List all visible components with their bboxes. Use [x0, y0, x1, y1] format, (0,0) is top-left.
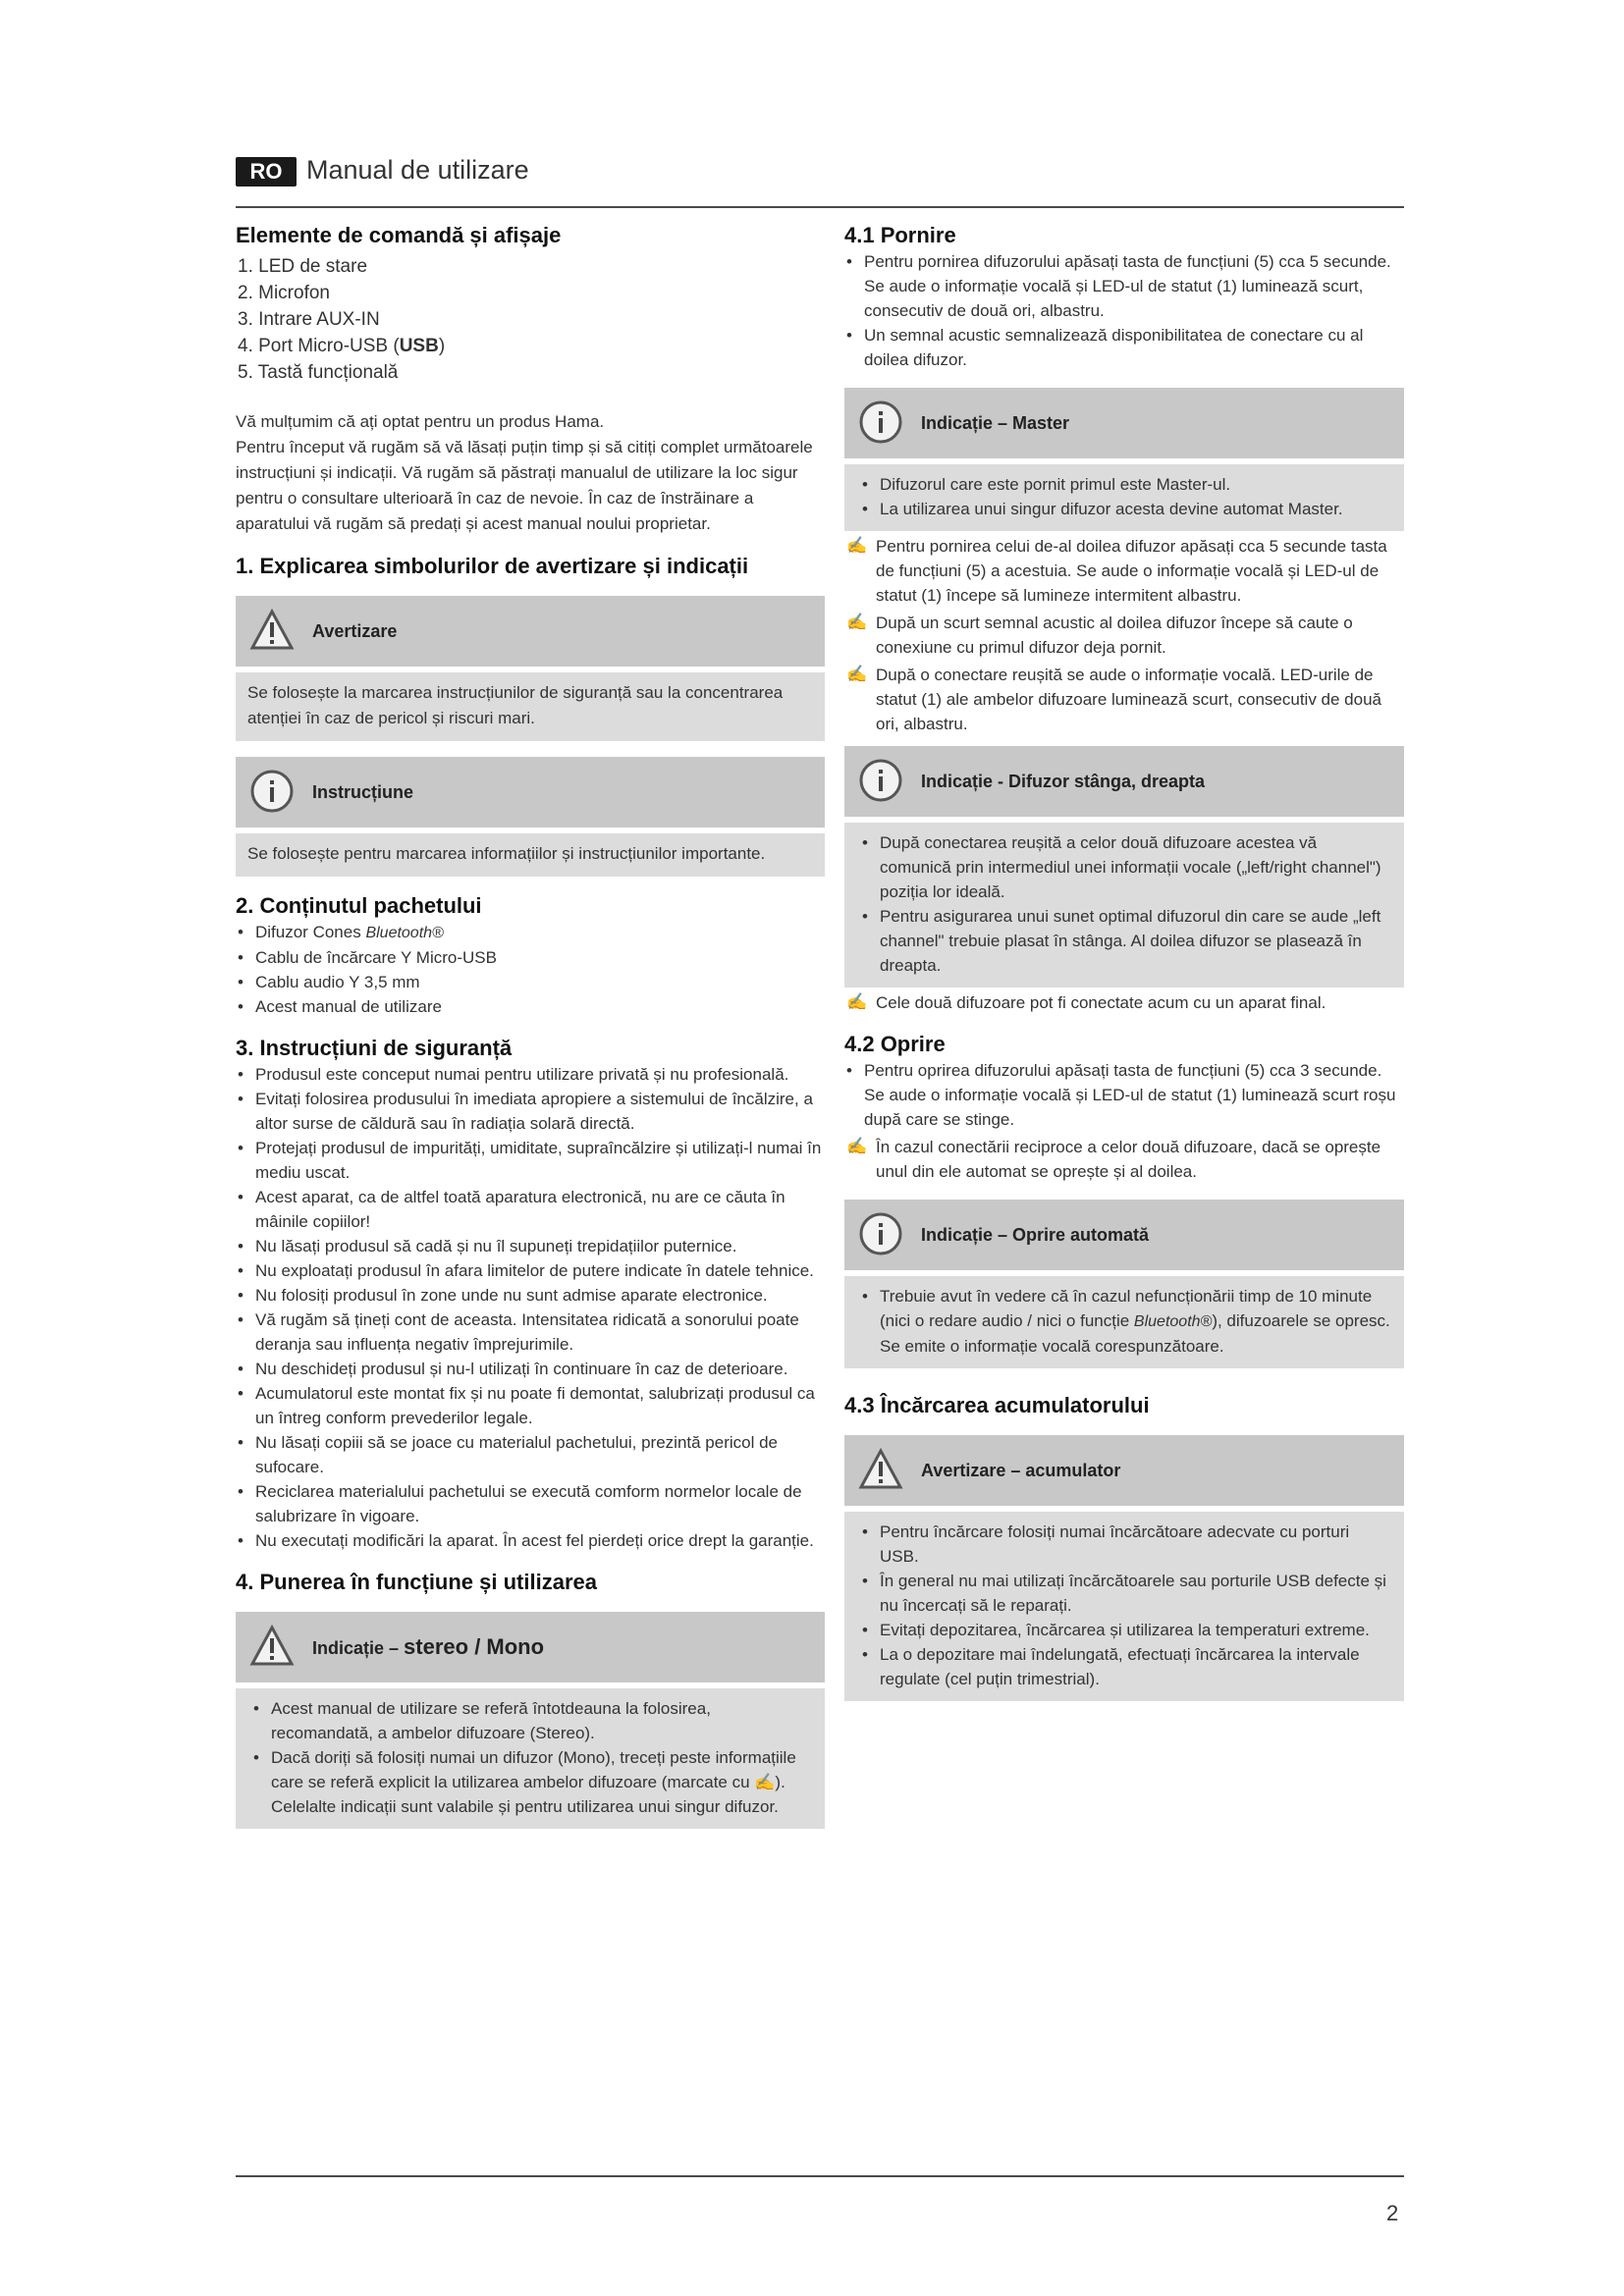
auto-off-note-list [856, 1284, 1392, 1359]
list-item: 4. Port Micro-USB (USB) [238, 336, 446, 356]
final-device-list [844, 990, 1404, 1015]
writing-hand-icon: ✍ [846, 536, 868, 555]
list-item: • Acest aparat, ca de altfel toată aparatura electronică, nu are ce căuta în mâinile copiilor! [236, 1185, 825, 1234]
left-column [236, 222, 825, 1829]
stereo-note-prefix: Indicație – [312, 1638, 405, 1658]
list-item: 5. Tastă funcțională [238, 362, 399, 383]
section-1-heading: 1. Explicarea simbolurilor de avertizare și indicații [236, 554, 749, 578]
list-item: • Vă rugăm să țineți cont de aceasta. Intensitatea ridicată a sonorului poate deranja sau influența negativ împrejurimile. [236, 1308, 825, 1357]
list-item-text: În cazul conectării reciproce a celor două difuzoare, dacă se oprește unul din ele automat se oprește și al doilea. [876, 1138, 1381, 1181]
list-item: 3. Intrare AUX-IN [238, 309, 380, 330]
list-item: • Cablu audio Y 3,5 mm [236, 970, 825, 994]
list-item: • În general nu mai utilizați încărcătoarele sau porturile USB defecte și nu încercați să le reparați. [856, 1569, 1392, 1618]
list-item: • Evitați depozitarea, încărcarea și utilizarea la temperaturi extreme. [856, 1618, 1392, 1642]
list-item-text: Pentru pornirea celui de-al doilea difuzor apăsați cca 5 secunde tasta de funcțiuni (5) a acestuia. Se aude o informație vocală și LED-ul de statut (1) începe să lumineze intermitent albastru. [876, 537, 1387, 605]
intro-text: Pentru început vă rugăm să vă lăsați puțin timp și să citiți complet următoarele instrucțiuni și indicații. Vă rugăm să păstrați manualul de utilizare la loc sigur pentru o consultare ulterioară în caz de nevoie. În caz de înstrăinare a aparatului vă rugăm să predați și acest manual noului proprietar. [236, 438, 813, 533]
page-header [236, 155, 1404, 196]
list-item-text: Cele două difuzoare pot fi conectate acum cu un aparat final. [876, 993, 1326, 1012]
list-item: • Acest manual de utilizare [236, 994, 825, 1019]
power-on-list [844, 249, 1404, 372]
stereo-note-title: stereo / Mono [404, 1634, 545, 1659]
list-item: • Nu lăsați produsul să cadă și nu îl supuneți trepidațiilor puternice. [236, 1234, 825, 1258]
instruction-box-header [236, 757, 825, 828]
header-rule [236, 206, 1404, 208]
master-note-label: Indicație – Master [921, 413, 1070, 433]
section-4-1-heading: 4.1 Pornire [844, 223, 956, 247]
controls-list [236, 253, 825, 386]
list-item: • Reciclarea materialului pachetului se execută comform normelor locale de salubrizare în vigoare. [236, 1479, 825, 1528]
warning-triangle-icon [858, 1447, 903, 1492]
auto-off-note-body [844, 1276, 1404, 1368]
right-column [844, 222, 1404, 1701]
writing-hand-icon: ✍ [846, 613, 868, 631]
left-right-note-body [844, 823, 1404, 988]
intro-thanks: Vă mulțumim că ați optat pentru un produs Hama. [236, 412, 605, 431]
power-off-list [844, 1058, 1404, 1132]
stereo-note-label [312, 1612, 544, 1683]
list-item [844, 1135, 1404, 1184]
auto-off-note-header [844, 1200, 1404, 1270]
list-item [856, 1284, 1392, 1359]
instruction-text: Se folosește pentru marcarea informațiilor și instrucțiunilor importante. [247, 844, 766, 863]
warning-triangle-icon [249, 608, 295, 653]
list-item: • La o depozitare mai îndelungată, efectuați încărcarea la intervale regulate (cel puțin trimestrial). [856, 1642, 1392, 1691]
left-right-note-list [856, 830, 1392, 978]
writing-hand-icon: ✍ [846, 1137, 868, 1155]
section-4-heading: 4. Punerea în funcțiune și utilizarea [236, 1570, 597, 1594]
list-item: • Acumulatorul este montat fix și nu poate fi demontat, salubrizați produsul ca un întreg conform prevederilor legale. [236, 1381, 825, 1430]
list-item-text: 4. Port Micro-USB [238, 336, 389, 356]
list-item [844, 534, 1404, 608]
battery-warning-body [844, 1512, 1404, 1701]
battery-warning-label: Avertizare – acumulator [921, 1461, 1121, 1480]
list-item: • Nu deschideți produsul și nu-l utilizați în continuare în caz de deterioare. [236, 1357, 825, 1381]
warning-box-body [236, 672, 825, 741]
document-title: Manual de utilizare [306, 155, 529, 185]
list-item: • Evitați folosirea produsului în imediata apropiere a sistemului de încălzire, a altor surse de căldură sau în radiația solară directă. [236, 1087, 825, 1136]
speaker-name: Difuzor Cones [255, 923, 366, 941]
footer-rule [236, 2175, 1404, 2177]
info-icon [249, 769, 295, 814]
list-item [236, 920, 825, 945]
master-note-list [856, 472, 1392, 521]
list-item: • Nu executați modificări la aparat. În acest fel pierdeți orice drept la garanție. [236, 1528, 825, 1553]
auto-off-note-label: Indicație – Oprire automată [921, 1225, 1150, 1245]
warning-label: Avertizare [312, 621, 398, 641]
package-list [236, 920, 825, 1019]
battery-warning-header [844, 1435, 1404, 1506]
list-item [844, 663, 1404, 736]
writing-hand-icon: ✍ [846, 665, 868, 683]
battery-warning-list [856, 1520, 1392, 1691]
auto-off-text-b: ), difuzoarele se opresc. Se emite o informație vocală corespunzătoare. [880, 1311, 1390, 1356]
warning-text: Se folosește la marcarea instrucțiunilor de siguranță sau la concentrarea atenției în caz de pericol și riscuri mari. [247, 683, 784, 727]
writing-hand-icon: ✍ [846, 992, 868, 1011]
auto-off-text-a: Trebuie avut în vedere că în cazul nefuncționării timp de 10 minute (nici o redare audio / nici o funcție [880, 1287, 1373, 1330]
instruction-box-body [236, 833, 825, 877]
list-item: • După conectarea reușită a celor două difuzoare acestea vă comunică prin intermediul unei informații vocale („left/right channel") poziția lor ideală. [856, 830, 1392, 904]
master-note-header [844, 388, 1404, 458]
language-badge: RO [236, 157, 297, 187]
section-4-2-heading: 4.2 Oprire [844, 1032, 946, 1056]
warning-box-header [236, 596, 825, 667]
left-right-note-header [844, 746, 1404, 817]
left-right-note-label: Indicație - Difuzor stânga, dreapta [921, 772, 1206, 791]
bluetooth-mark: Bluetooth® [1133, 1313, 1213, 1330]
section-3-heading: 3. Instrucțiuni de siguranță [236, 1036, 513, 1060]
warning-triangle-icon [249, 1624, 295, 1669]
instruction-label: Instrucțiune [312, 782, 414, 802]
list-item: 2. Microfon [238, 283, 330, 303]
list-item [844, 990, 1404, 1015]
list-item: • Protejați produsul de impurități, umiditate, supraîncălzire și utilizați-l numai în mediu uscat. [236, 1136, 825, 1185]
list-item-text: După o conectare reușită se aude o informație vocală. LED-urile de statut (1) ale ambelor difuzoare luminează scurt, consecutiv de două ori, albastru. [876, 666, 1381, 733]
list-item [844, 611, 1404, 660]
list-item: • La utilizarea unui singur difuzor acesta devine automat Master. [856, 497, 1392, 521]
list-item: • Nu exploatați produsul în afara limitelor de putere indicate în datele tehnice. [236, 1258, 825, 1283]
list-item: 1. LED de stare [238, 256, 368, 277]
usb-label: USB [399, 336, 439, 356]
list-item: • Pentru asigurarea unui sunet optimal difuzorul din care se aude „left channel" trebuie plasat în stânga. Al doilea difuzor se plasează în dreapta. [856, 904, 1392, 978]
bluetooth-mark: Bluetooth® [365, 925, 444, 941]
master-note-body [844, 464, 1404, 531]
controls-heading: Elemente de comandă și afișaje [236, 223, 562, 247]
stereo-note-header [236, 1612, 825, 1682]
list-item: • Produsul este conceput numai pentru utilizare privată și nu profesională. [236, 1062, 825, 1087]
list-item-text: După un scurt semnal acustic al doilea difuzor începe să caute o conexiune cu primul difuzor deja pornit. [876, 614, 1353, 657]
stereo-steps-list [844, 534, 1404, 736]
info-icon [858, 758, 903, 803]
section-4-3-heading: 4.3 Încărcarea acumulatorului [844, 1393, 1150, 1417]
list-item: • Un semnal acustic semnalizează disponibilitatea de conectare cu al doilea difuzor. [844, 323, 1404, 372]
stereo-note-list [247, 1696, 813, 1819]
info-icon [858, 400, 903, 445]
list-item: • Difuzorul care este pornit primul este Master-ul. [856, 472, 1392, 497]
info-icon [858, 1211, 903, 1256]
list-item: • Nu folosiți produsul în zone unde nu sunt admise aparate electronice. [236, 1283, 825, 1308]
section-2-heading: 2. Conținutul pachetului [236, 893, 482, 918]
list-item: • Cablu de încărcare Y Micro-USB [236, 945, 825, 970]
list-item: • Pentru oprirea difuzorului apăsați tasta de funcțiuni (5) cca 3 secunde. Se aude o informație vocală și LED-ul de statut (1) luminează scurt roșu după care se stinge. [844, 1058, 1404, 1132]
power-off-stereo-list [844, 1135, 1404, 1184]
list-item: • Nu lăsați copiii să se joace cu materialul pachetului, prezintă pericol de sufocare. [236, 1430, 825, 1479]
safety-list [236, 1062, 825, 1553]
list-item: • Acest manual de utilizare se referă întotdeauna la folosirea, recomandată, a ambelor difuzoare (Stereo). [247, 1696, 813, 1745]
list-item: • Dacă doriți să folosiți numai un difuzor (Mono), treceți peste informațiile care se referă explicit la utilizarea ambelor difuzoare (marcate cu ✍). Celelalte indicații sunt valabile și pentru utilizarea unui singur difuzor. [247, 1745, 813, 1819]
list-item: • Pentru încărcare folosiți numai încărcătoare adecvate cu porturi USB. [856, 1520, 1392, 1569]
list-item: • Pentru pornirea difuzorului apăsați tasta de funcțiuni (5) cca 5 secunde. Se aude o informație vocală și LED-ul de statut (1) luminează scurt, consecutiv de două ori, albastru. [844, 249, 1404, 323]
page-number: 2 [1386, 2201, 1399, 2225]
stereo-note-body [236, 1688, 825, 1829]
